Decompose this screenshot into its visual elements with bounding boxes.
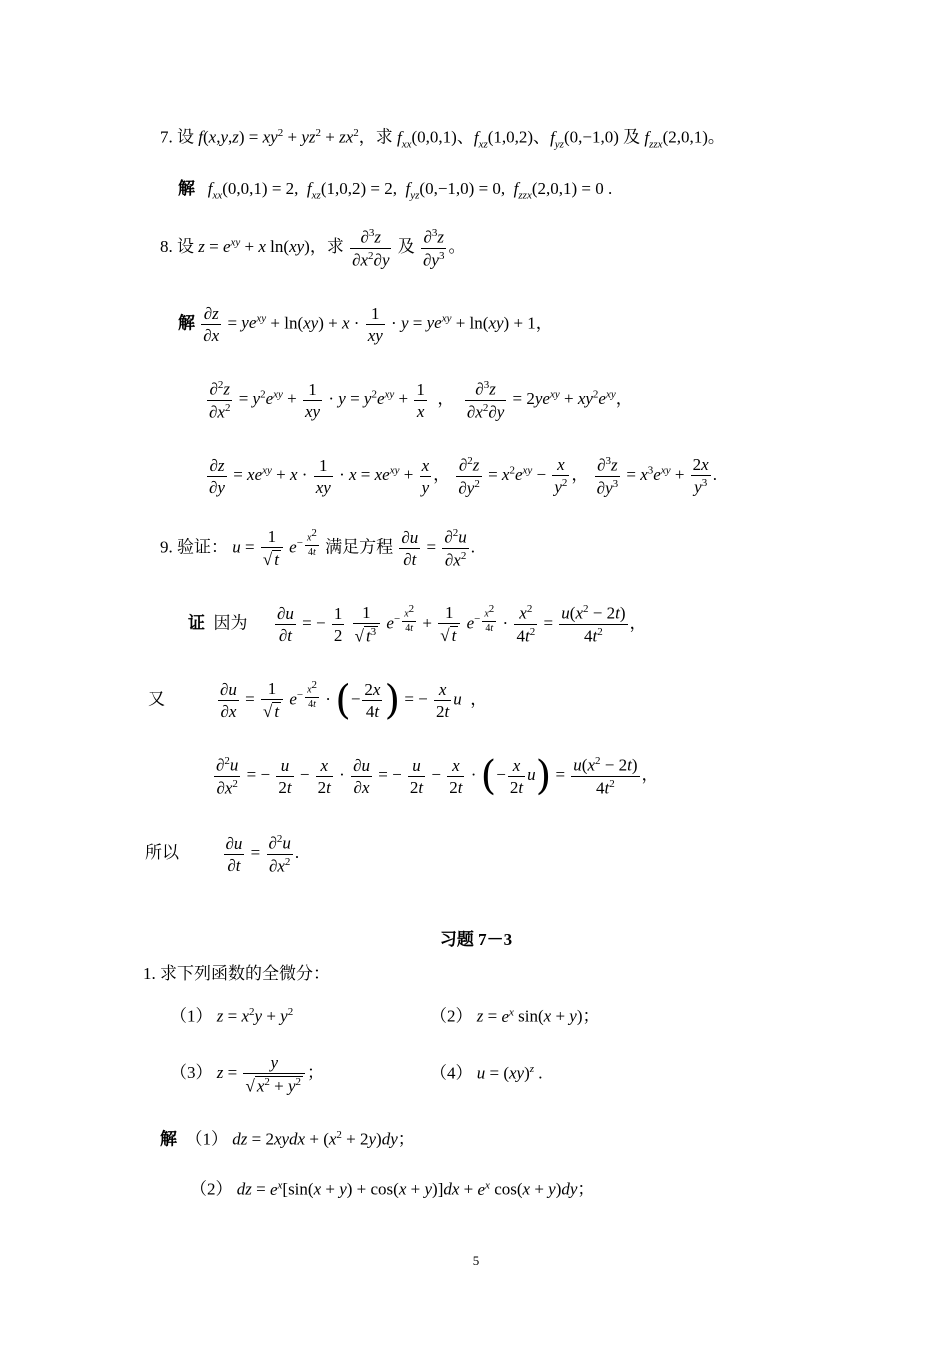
problem-9-proof-2: 又 $\frac{\partial u}{\partial x}$ = $\frac{1}{√ t}$ $e^{- \frac{x^2}{4t}}$ · (− $\frac{2x}{4t}$ ) = − $\frac{x}{2t}$ u ， (148, 677, 488, 724)
problem-9-statement: 9. 验证： u = $\frac{1}{√ t}$ $e^{- \frac{x^2}{4t}}$ 满足方程 $\frac{\partial u}{\partial t}$ = $\frac{\partial^2u}{\partial x^2}$ . (160, 527, 476, 570)
problem-8-statement: 8. 设 $z = e^{xy} + x$ ln(xy)，求 $\frac{\partial^3z}{\partial x^2\partial y}$ 及 $\frac{\partial^3z}{\partial y^3}$ 。 (160, 227, 466, 270)
exercise-1-solution-2: （2） dz = $e^x[\sin(x + y) + \cos(x + y)]dx + e^x$ cos(x + y)dy； (190, 1179, 595, 1199)
problem-7-statement: 7. 设 $f(x,y,z) = xy^2 + yz^2 + zx^2$，求 $f_{xx}(0,0,1)$、$f_{xz}(1,0,2)$、$f_{yz}(0,-1,0)$ 及 $f_{zzx}(2,0,1)$。 (160, 127, 725, 151)
problem-7-solution: 解 $f_{xx}(0,0,1) = 2$, $f_{xz}(1,0,2) = 2$, $f_{yz}(0,-1,0) = 0$, $f_{zzx}(2,0,1) = 0$ . (178, 179, 613, 202)
problem-8-solution-1: 解 $\frac{\partial z}{\partial x}$ = $ye^{xy} + \ln(xy) + x$ · $\frac{1}{xy}$ · $y = ye^{xy} + \ln(xy) + 1$， (178, 304, 553, 345)
problem-8-solution-3: $\frac{\partial z}{\partial y}$ = $xe^{xy} + x$ · $\frac{1}{xy}$ · $x = xe^{xy}$ + $\frac{x}{y}$ ， $\frac{\partial^2z}{\partial y^2}$ = $x^2e^{xy}$ − $\frac{x}{y^2}$ ， $\frac{\partial^3z}{\partial y^3}$ = $x^3e^{xy}$ + $\frac{2x}{y^3}$ . (209, 455, 717, 498)
section-title: 习题 7－3 (439, 930, 513, 949)
page-number: 5 (472, 1253, 480, 1268)
exercise-1-item-1: （1） $z = x^2y + y^2$ (170, 1006, 294, 1026)
problem-9-proof-3: $\frac{\partial^2u}{\partial x^2}$ = − $\frac{u}{2t}$ − $\frac{x}{2t}$ · $\frac{\partial u}{\partial x}$ = − $\frac{u}{2t}$ − $\frac{x}{2t}$ · (− $\frac{x}{2t}$ u) = $\frac{u(x^2 - 2t)}{4t^2}$ ， (216, 753, 659, 800)
exercise-1-statement: 1. 求下列函数的全微分： (143, 964, 330, 983)
exercise-1-solution-1: 解 （1） dz = 2xydx + $(x^2 + 2y)dy$； (160, 1129, 415, 1149)
problem-8-solution-2: $\frac{\partial^2z}{\partial x^2}$ = $y^2e^{xy}$ + $\frac{1}{xy}$ · $y = y^2e^{xy}$ + $\frac{1}{x}$ ， $\frac{\partial^3z}{\partial x^2\partial y}$ = $2ye^{xy} + xy^2e^{xy}$， (209, 379, 633, 422)
problem-9-proof-1: 证 因为 $\frac{\partial u}{\partial t}$ = − $\frac{1}{2}$ $\frac{1}{√ t^3}$ $e^{- \frac{x^2}{4t}}$ + $\frac{1}{√ t}$ $e^{- \frac{x^2}{4t}}$ · $\frac{x^2}{4t^2}$ = $\frac{u(x^2 - 2t)}{4t^2}$ ， (188, 603, 647, 646)
problem-9-conclusion: 所以 $\frac{\partial u}{\partial t}$ = $\frac{\partial^2u}{\partial x^2}$ . (145, 833, 300, 876)
exercise-1-item-3: （3） z = $\frac{y}{√ x^2 + y^2}$ ； (170, 1053, 324, 1096)
exercise-1-item-4: （4） u = (xy)$^z$ . (430, 1063, 543, 1083)
exercise-1-item-2: （2） $z = e^x$ sin(x + y)； (430, 1006, 600, 1026)
